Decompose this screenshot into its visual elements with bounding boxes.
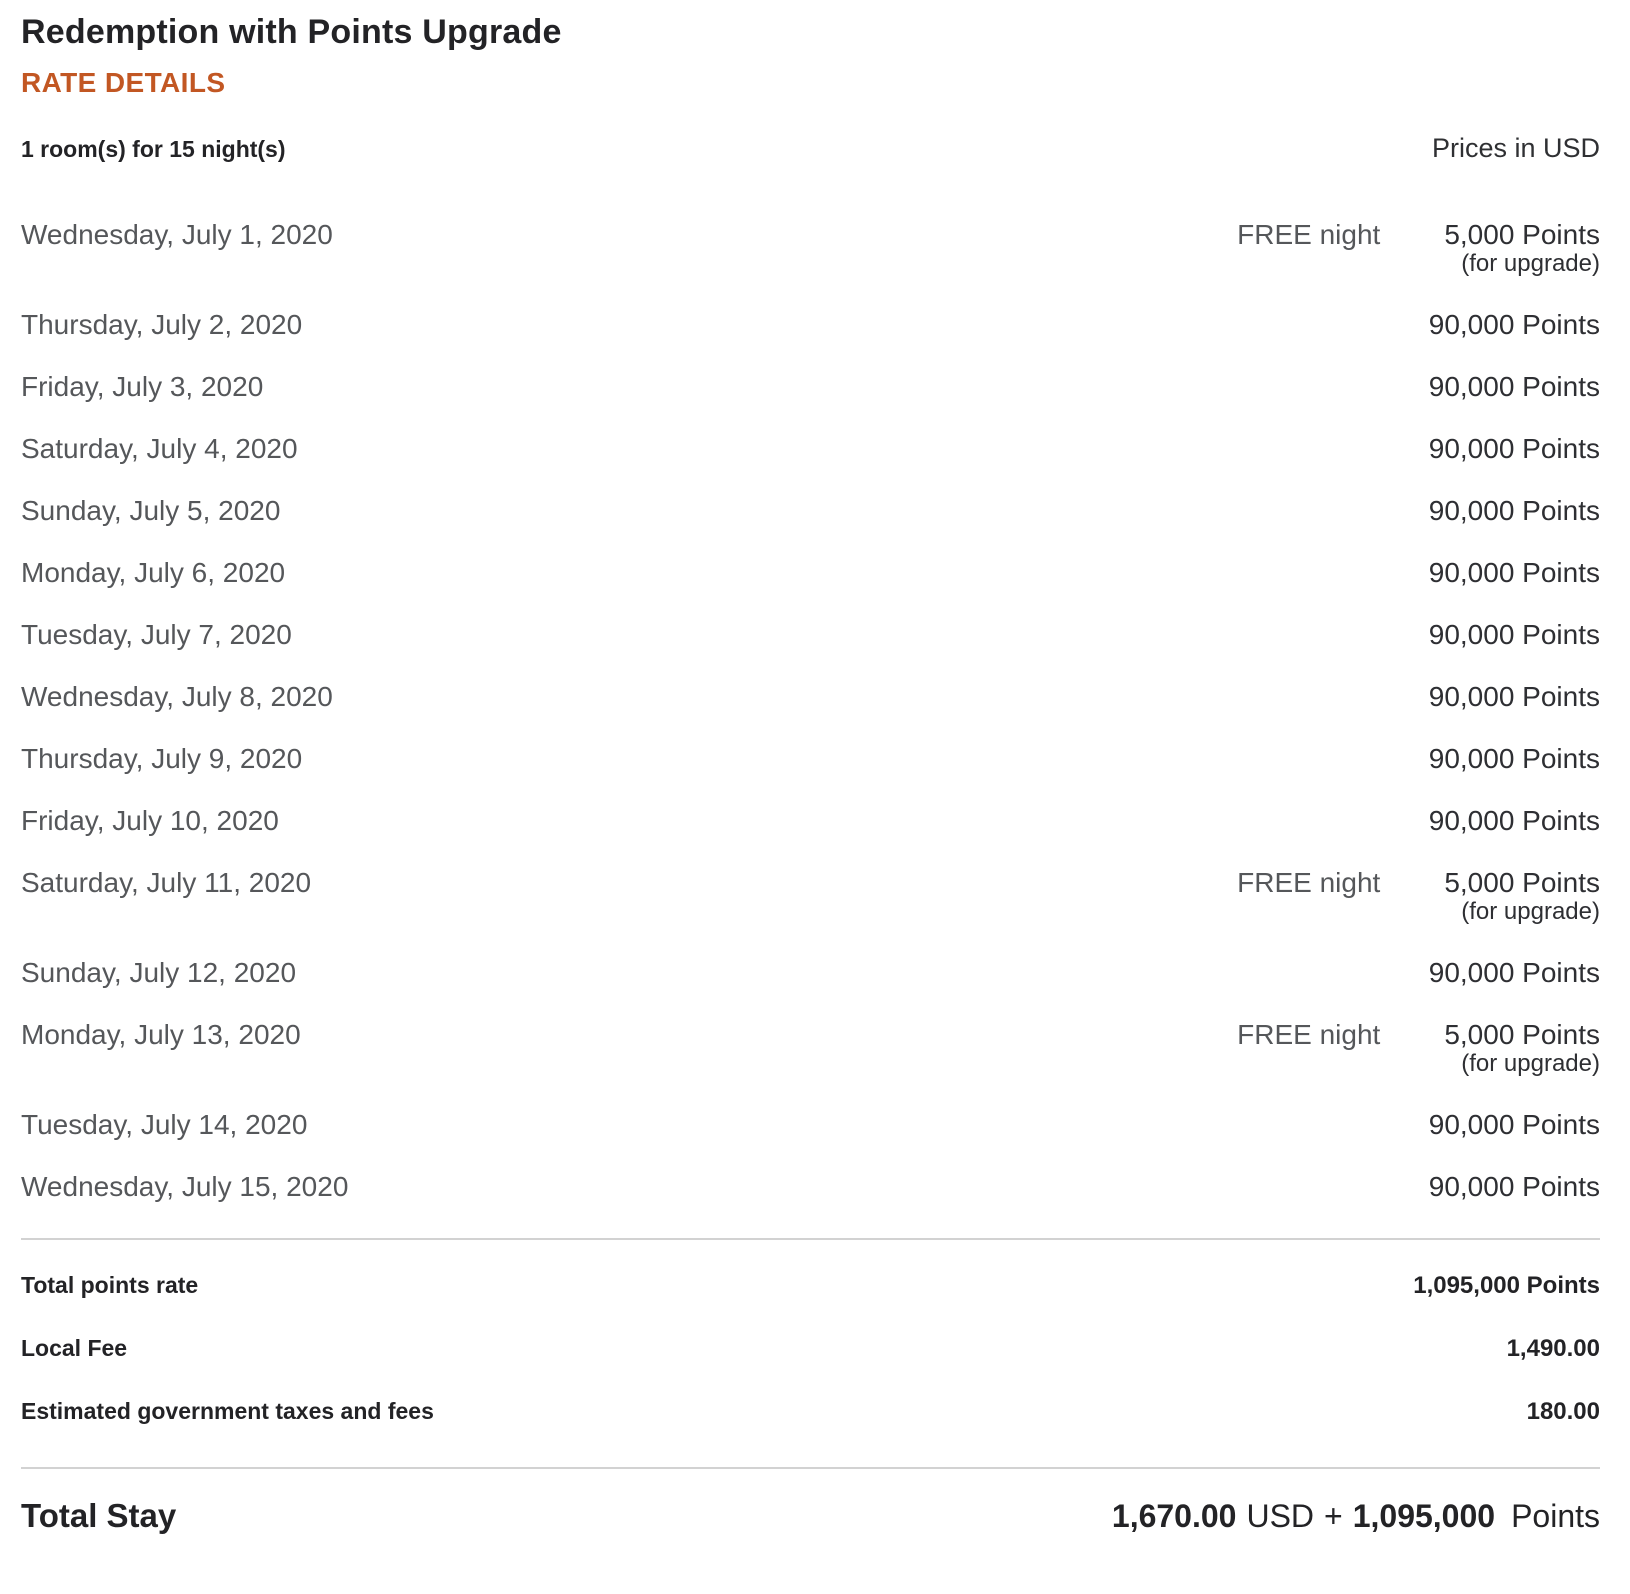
- points-block: [1429, 806, 1600, 836]
- points-value: 90,000 Points: [1428, 433, 1600, 464]
- rate-row: [21, 1172, 1600, 1202]
- rate-row: [21, 620, 1600, 650]
- free-night-label: FREE night: [1237, 1019, 1381, 1050]
- points-value: 90,000 Points: [1428, 1171, 1600, 1202]
- total-stay-divider: [21, 1467, 1600, 1469]
- rate-row: [21, 220, 1600, 278]
- rate-row-right: [1429, 1172, 1600, 1202]
- rate-row-right: [1429, 806, 1600, 836]
- points-value: 5,000 Points: [1444, 867, 1600, 898]
- total-stay-label: Total Stay: [21, 1497, 177, 1534]
- rate-row-right: [1429, 744, 1600, 774]
- date-label: Sunday, July 12, 2020: [21, 957, 297, 988]
- points-block: [1429, 620, 1600, 650]
- date-label: Monday, July 6, 2020: [21, 557, 286, 588]
- date-label: Saturday, July 11, 2020: [21, 867, 312, 898]
- points-value: 90,000 Points: [1428, 371, 1600, 402]
- rate-row: [21, 372, 1600, 402]
- points-block: [1429, 372, 1600, 402]
- date-label: Thursday, July 2, 2020: [21, 309, 303, 340]
- total-stay-value: [1112, 1495, 1600, 1537]
- rate-row: [21, 558, 1600, 588]
- total-stay-plus-sign: +: [1324, 1498, 1343, 1534]
- rate-row: [21, 434, 1600, 464]
- total-stay-row: [21, 1495, 1600, 1537]
- points-block: [1429, 434, 1600, 464]
- points-value: 90,000 Points: [1428, 743, 1600, 774]
- points-value: 90,000 Points: [1428, 1109, 1600, 1140]
- date-label: Wednesday, July 1, 2020: [21, 219, 333, 250]
- total-value: 180.00: [1526, 1398, 1600, 1425]
- points-block: [1444, 1020, 1600, 1078]
- rate-row: [21, 1020, 1600, 1078]
- points-value: 90,000 Points: [1428, 619, 1600, 650]
- points-note: (for upgrade): [1461, 898, 1600, 925]
- points-block: [1444, 220, 1600, 278]
- total-value: 1,095,000 Points: [1413, 1272, 1600, 1299]
- currency-note: Prices in USD: [1431, 133, 1600, 163]
- rate-row-right: [1237, 220, 1600, 278]
- rate-row: [21, 310, 1600, 340]
- date-label: Sunday, July 5, 2020: [21, 495, 281, 526]
- totals-row: [21, 1270, 1600, 1301]
- rate-row: [21, 744, 1600, 774]
- rate-row: [21, 806, 1600, 836]
- points-note: (for upgrade): [1461, 1050, 1600, 1077]
- total-label: Total points rate: [21, 1272, 199, 1298]
- page-title: Redemption with Points Upgrade: [21, 13, 562, 51]
- total-label: Estimated government taxes and fees: [21, 1398, 434, 1424]
- rate-details-section-label: RATE DETAILS: [21, 67, 226, 98]
- totals-row: [21, 1396, 1600, 1427]
- rate-row-right: [1429, 558, 1600, 588]
- date-label: Thursday, July 9, 2020: [21, 743, 303, 774]
- rate-row: [21, 1110, 1600, 1140]
- points-block: [1429, 310, 1600, 340]
- date-label: Tuesday, July 14, 2020: [21, 1109, 308, 1140]
- date-label: Monday, July 13, 2020: [21, 1019, 301, 1050]
- room-night-summary: 1 room(s) for 15 night(s): [21, 136, 286, 162]
- rate-row: [21, 496, 1600, 526]
- rate-row: [21, 682, 1600, 712]
- free-night-label: FREE night: [1237, 867, 1381, 898]
- rate-row: [21, 868, 1600, 926]
- totals-row: [21, 1333, 1600, 1364]
- total-value: 1,490.00: [1506, 1335, 1600, 1362]
- points-value: 90,000 Points: [1428, 495, 1600, 526]
- points-value: 5,000 Points: [1444, 219, 1600, 250]
- rate-row: [21, 958, 1600, 988]
- rate-row-right: [1429, 958, 1600, 988]
- points-value: 90,000 Points: [1428, 557, 1600, 588]
- points-block: [1429, 682, 1600, 712]
- points-block: [1429, 558, 1600, 588]
- totals-divider: [21, 1238, 1600, 1240]
- summary-header-row: [21, 132, 1600, 164]
- total-stay-points-amount: 1,095,000: [1352, 1498, 1496, 1534]
- rate-row-right: [1237, 1020, 1600, 1078]
- date-label: Saturday, July 4, 2020: [21, 433, 298, 464]
- rate-row-right: [1429, 682, 1600, 712]
- rate-rows: [21, 220, 1600, 1202]
- total-label: Local Fee: [21, 1335, 128, 1361]
- points-note: (for upgrade): [1461, 250, 1600, 277]
- free-night-label: FREE night: [1237, 219, 1381, 250]
- date-label: Friday, July 3, 2020: [21, 371, 264, 402]
- points-block: [1429, 958, 1600, 988]
- date-label: Wednesday, July 8, 2020: [21, 681, 333, 712]
- rate-row-right: [1429, 310, 1600, 340]
- points-block: [1429, 744, 1600, 774]
- points-value: 90,000 Points: [1428, 805, 1600, 836]
- points-block: [1444, 868, 1600, 926]
- points-block: [1429, 1172, 1600, 1202]
- rate-row-right: [1237, 868, 1600, 926]
- points-value: 90,000 Points: [1428, 957, 1600, 988]
- points-block: [1429, 1110, 1600, 1140]
- rate-row-right: [1429, 1110, 1600, 1140]
- rate-row-right: [1429, 620, 1600, 650]
- date-label: Tuesday, July 7, 2020: [21, 619, 292, 650]
- totals-section: [21, 1270, 1600, 1427]
- date-label: Wednesday, July 15, 2020: [21, 1171, 349, 1202]
- points-block: [1429, 496, 1600, 526]
- total-stay-points-unit: Points: [1511, 1498, 1600, 1534]
- points-value: 90,000 Points: [1428, 681, 1600, 712]
- total-stay-usd-amount: 1,670.00: [1111, 1498, 1237, 1534]
- points-value: 5,000 Points: [1444, 1019, 1600, 1050]
- rate-row-right: [1429, 496, 1600, 526]
- points-value: 90,000 Points: [1428, 309, 1600, 340]
- rate-row-right: [1429, 372, 1600, 402]
- rate-row-right: [1429, 434, 1600, 464]
- date-label: Friday, July 10, 2020: [21, 805, 279, 836]
- total-stay-usd-unit: USD: [1246, 1498, 1315, 1534]
